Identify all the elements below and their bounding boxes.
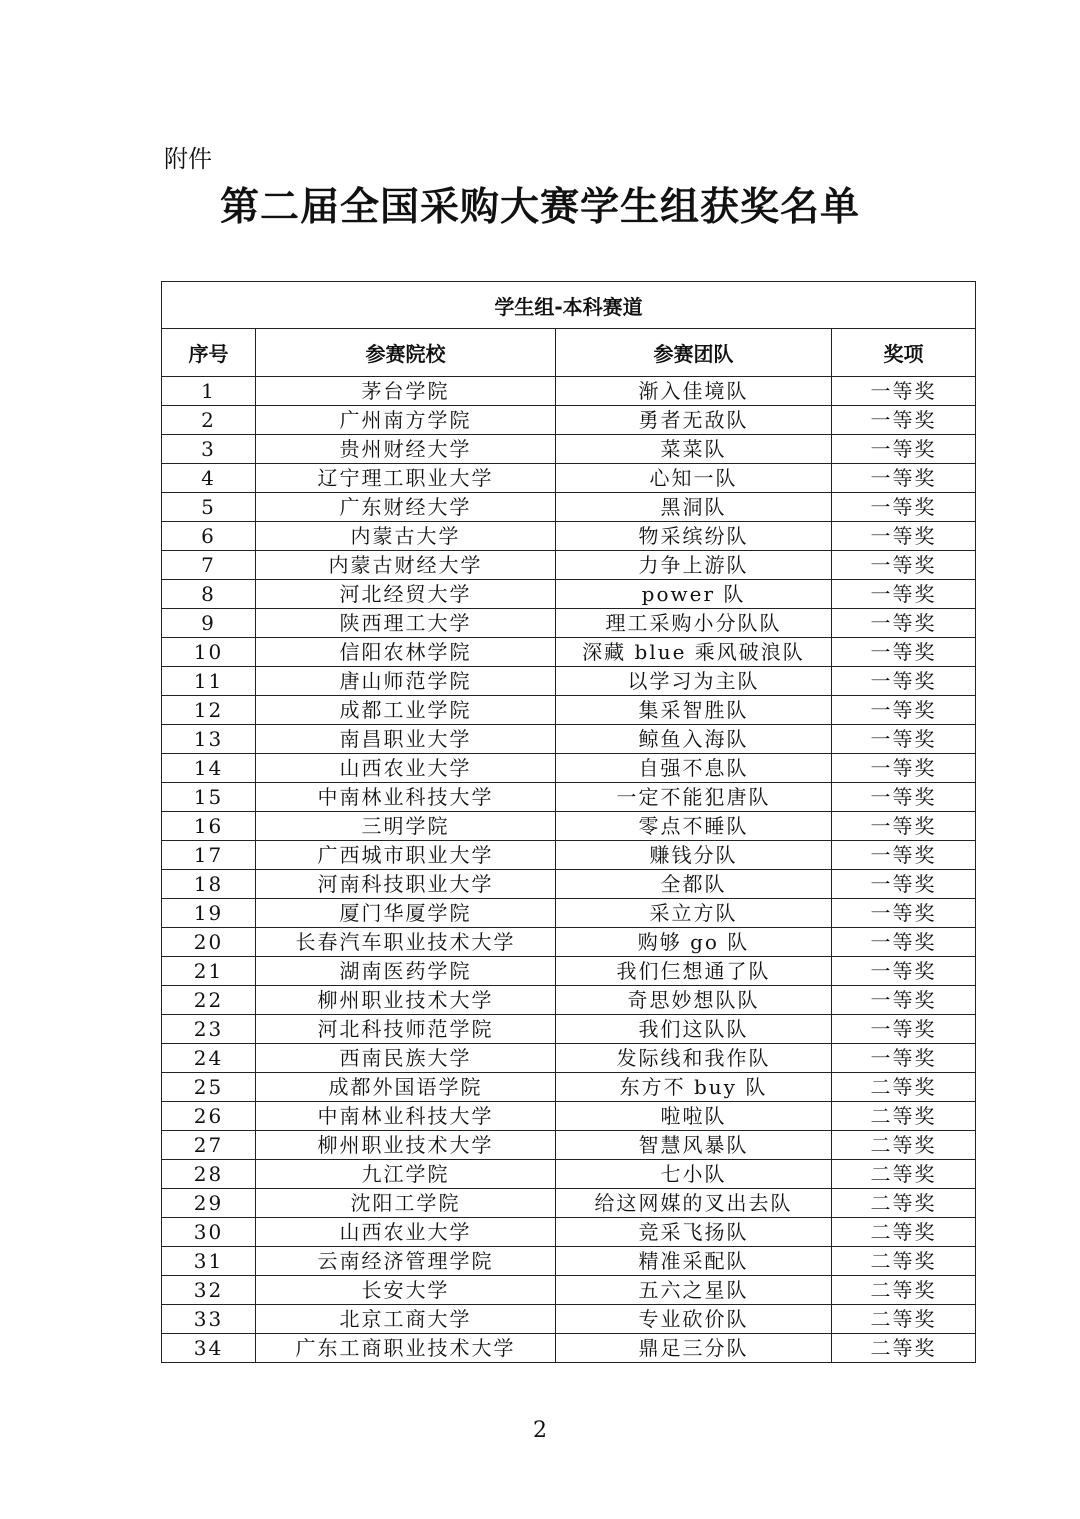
table-row xyxy=(162,667,976,696)
row-school: 辽宁理工职业大学 xyxy=(256,464,556,493)
row-award: 一等奖 xyxy=(832,725,976,754)
row-team: power 队 xyxy=(556,580,832,609)
row-index: 24 xyxy=(162,1044,256,1073)
row-index: 30 xyxy=(162,1218,256,1247)
row-team: 竞采飞扬队 xyxy=(556,1218,832,1247)
row-school: 内蒙古财经大学 xyxy=(256,551,556,580)
table-row xyxy=(162,377,976,406)
row-award: 一等奖 xyxy=(832,638,976,667)
row-team: 七小队 xyxy=(556,1160,832,1189)
row-award: 一等奖 xyxy=(832,580,976,609)
row-award: 一等奖 xyxy=(832,696,976,725)
row-index: 16 xyxy=(162,812,256,841)
row-team: 菜菜队 xyxy=(556,435,832,464)
row-school: 北京工商大学 xyxy=(256,1305,556,1334)
row-index: 27 xyxy=(162,1131,256,1160)
row-index: 14 xyxy=(162,754,256,783)
row-school: 河南科技职业大学 xyxy=(256,870,556,899)
row-index: 29 xyxy=(162,1189,256,1218)
row-award: 一等奖 xyxy=(832,957,976,986)
table-row xyxy=(162,725,976,754)
row-index: 13 xyxy=(162,725,256,754)
table-row xyxy=(162,928,976,957)
row-team: 精准采配队 xyxy=(556,1247,832,1276)
row-school: 厦门华厦学院 xyxy=(256,899,556,928)
table-row xyxy=(162,1218,976,1247)
row-team: 深藏 blue 乘风破浪队 xyxy=(556,638,832,667)
header-row xyxy=(162,329,976,377)
row-index: 25 xyxy=(162,1073,256,1102)
row-index: 21 xyxy=(162,957,256,986)
row-team: 赚钱分队 xyxy=(556,841,832,870)
table-row xyxy=(162,870,976,899)
table-row xyxy=(162,1305,976,1334)
table-row xyxy=(162,783,976,812)
row-award: 一等奖 xyxy=(832,1044,976,1073)
table-row xyxy=(162,435,976,464)
table-row xyxy=(162,638,976,667)
row-team: 专业砍价队 xyxy=(556,1305,832,1334)
row-team: 零点不睡队 xyxy=(556,812,832,841)
row-award: 一等奖 xyxy=(832,493,976,522)
row-school: 柳州职业技术大学 xyxy=(256,1131,556,1160)
table-body xyxy=(162,377,976,1363)
row-school: 广东财经大学 xyxy=(256,493,556,522)
row-award: 一等奖 xyxy=(832,522,976,551)
table-row xyxy=(162,1073,976,1102)
row-index: 6 xyxy=(162,522,256,551)
row-award: 一等奖 xyxy=(832,783,976,812)
row-team: 自强不息队 xyxy=(556,754,832,783)
header-team: 参赛团队 xyxy=(556,329,832,377)
row-team: 啦啦队 xyxy=(556,1102,832,1131)
row-team: 五六之星队 xyxy=(556,1276,832,1305)
row-award: 二等奖 xyxy=(832,1160,976,1189)
row-school: 南昌职业大学 xyxy=(256,725,556,754)
row-award: 二等奖 xyxy=(832,1102,976,1131)
row-team: 鼎足三分队 xyxy=(556,1334,832,1363)
row-index: 28 xyxy=(162,1160,256,1189)
row-index: 17 xyxy=(162,841,256,870)
row-index: 12 xyxy=(162,696,256,725)
row-index: 23 xyxy=(162,1015,256,1044)
row-team: 奇思妙想队队 xyxy=(556,986,832,1015)
table-row xyxy=(162,812,976,841)
row-team: 采立方队 xyxy=(556,899,832,928)
row-school: 中南林业科技大学 xyxy=(256,1102,556,1131)
table-row xyxy=(162,493,976,522)
row-index: 2 xyxy=(162,406,256,435)
row-award: 二等奖 xyxy=(832,1218,976,1247)
table-row xyxy=(162,986,976,1015)
row-index: 15 xyxy=(162,783,256,812)
row-team: 购够 go 队 xyxy=(556,928,832,957)
row-index: 19 xyxy=(162,899,256,928)
row-school: 湖南医药学院 xyxy=(256,957,556,986)
row-award: 一等奖 xyxy=(832,435,976,464)
row-award: 一等奖 xyxy=(832,899,976,928)
table-row xyxy=(162,1102,976,1131)
row-index: 31 xyxy=(162,1247,256,1276)
row-team: 发际线和我作队 xyxy=(556,1044,832,1073)
row-school: 长春汽车职业技术大学 xyxy=(256,928,556,957)
row-index: 8 xyxy=(162,580,256,609)
row-team: 渐入佳境队 xyxy=(556,377,832,406)
table-row xyxy=(162,1334,976,1363)
table-row xyxy=(162,551,976,580)
row-index: 5 xyxy=(162,493,256,522)
row-award: 一等奖 xyxy=(832,406,976,435)
row-school: 内蒙古大学 xyxy=(256,522,556,551)
row-index: 22 xyxy=(162,986,256,1015)
row-team: 一定不能犯唐队 xyxy=(556,783,832,812)
row-award: 一等奖 xyxy=(832,986,976,1015)
row-school: 贵州财经大学 xyxy=(256,435,556,464)
row-award: 二等奖 xyxy=(832,1073,976,1102)
row-team: 鲸鱼入海队 xyxy=(556,725,832,754)
table-row xyxy=(162,1044,976,1073)
row-school: 山西农业大学 xyxy=(256,1218,556,1247)
row-award: 一等奖 xyxy=(832,609,976,638)
row-award: 一等奖 xyxy=(832,812,976,841)
table-row xyxy=(162,1189,976,1218)
row-team: 智慧风暴队 xyxy=(556,1131,832,1160)
header-school: 参赛院校 xyxy=(256,329,556,377)
awards-table xyxy=(161,281,976,1363)
table-row xyxy=(162,899,976,928)
row-award: 二等奖 xyxy=(832,1334,976,1363)
row-index: 33 xyxy=(162,1305,256,1334)
row-school: 长安大学 xyxy=(256,1276,556,1305)
row-index: 3 xyxy=(162,435,256,464)
row-team: 我们这队队 xyxy=(556,1015,832,1044)
row-award: 二等奖 xyxy=(832,1189,976,1218)
attachment-label: 附件 xyxy=(164,145,212,173)
table-row xyxy=(162,696,976,725)
row-team: 全都队 xyxy=(556,870,832,899)
row-school: 九江学院 xyxy=(256,1160,556,1189)
page-number: 2 xyxy=(533,1418,547,1443)
row-award: 一等奖 xyxy=(832,551,976,580)
row-index: 18 xyxy=(162,870,256,899)
row-school: 信阳农林学院 xyxy=(256,638,556,667)
table-row xyxy=(162,580,976,609)
table-row xyxy=(162,1160,976,1189)
row-award: 一等奖 xyxy=(832,754,976,783)
row-school: 河北科技师范学院 xyxy=(256,1015,556,1044)
header-award: 奖项 xyxy=(832,329,976,377)
row-team: 东方不 buy 队 xyxy=(556,1073,832,1102)
row-school: 唐山师范学院 xyxy=(256,667,556,696)
row-award: 二等奖 xyxy=(832,1305,976,1334)
table-row xyxy=(162,1015,976,1044)
row-team: 理工采购小分队队 xyxy=(556,609,832,638)
row-school: 广东工商职业技术大学 xyxy=(256,1334,556,1363)
table-row xyxy=(162,841,976,870)
row-award: 二等奖 xyxy=(832,1276,976,1305)
table-row xyxy=(162,464,976,493)
row-award: 一等奖 xyxy=(832,841,976,870)
row-index: 20 xyxy=(162,928,256,957)
table-row xyxy=(162,1276,976,1305)
table-row xyxy=(162,1131,976,1160)
row-school: 成都外国语学院 xyxy=(256,1073,556,1102)
table-row xyxy=(162,1247,976,1276)
row-team: 集采智胜队 xyxy=(556,696,832,725)
row-index: 26 xyxy=(162,1102,256,1131)
row-index: 9 xyxy=(162,609,256,638)
section-title: 学生组-本科赛道 xyxy=(162,282,976,329)
table-row xyxy=(162,522,976,551)
row-school: 山西农业大学 xyxy=(256,754,556,783)
row-team: 勇者无敌队 xyxy=(556,406,832,435)
row-school: 三明学院 xyxy=(256,812,556,841)
row-school: 河北经贸大学 xyxy=(256,580,556,609)
row-index: 4 xyxy=(162,464,256,493)
row-index: 7 xyxy=(162,551,256,580)
row-school: 沈阳工学院 xyxy=(256,1189,556,1218)
row-award: 一等奖 xyxy=(832,1015,976,1044)
row-index: 11 xyxy=(162,667,256,696)
header-index: 序号 xyxy=(162,329,256,377)
section-title-row xyxy=(162,282,976,329)
table-row xyxy=(162,406,976,435)
row-award: 二等奖 xyxy=(832,1247,976,1276)
table-row xyxy=(162,957,976,986)
row-school: 广州南方学院 xyxy=(256,406,556,435)
row-index: 1 xyxy=(162,377,256,406)
row-index: 10 xyxy=(162,638,256,667)
row-team: 力争上游队 xyxy=(556,551,832,580)
row-team: 以学习为主队 xyxy=(556,667,832,696)
row-school: 茅台学院 xyxy=(256,377,556,406)
row-index: 34 xyxy=(162,1334,256,1363)
row-award: 一等奖 xyxy=(832,464,976,493)
row-award: 一等奖 xyxy=(832,667,976,696)
row-school: 陕西理工大学 xyxy=(256,609,556,638)
row-team: 物采缤纷队 xyxy=(556,522,832,551)
row-school: 柳州职业技术大学 xyxy=(256,986,556,1015)
row-team: 给这网媒的叉出去队 xyxy=(556,1189,832,1218)
row-award: 一等奖 xyxy=(832,870,976,899)
row-award: 二等奖 xyxy=(832,1131,976,1160)
row-index: 32 xyxy=(162,1276,256,1305)
row-award: 一等奖 xyxy=(832,377,976,406)
row-school: 云南经济管理学院 xyxy=(256,1247,556,1276)
row-team: 黑洞队 xyxy=(556,493,832,522)
row-school: 中南林业科技大学 xyxy=(256,783,556,812)
row-school: 广西城市职业大学 xyxy=(256,841,556,870)
row-team: 我们仨想通了队 xyxy=(556,957,832,986)
table-row xyxy=(162,609,976,638)
row-team: 心知一队 xyxy=(556,464,832,493)
page-title: 第二届全国采购大赛学生组获奖名单 xyxy=(219,185,860,230)
row-school: 成都工业学院 xyxy=(256,696,556,725)
table-row xyxy=(162,754,976,783)
row-school: 西南民族大学 xyxy=(256,1044,556,1073)
row-award: 一等奖 xyxy=(832,928,976,957)
